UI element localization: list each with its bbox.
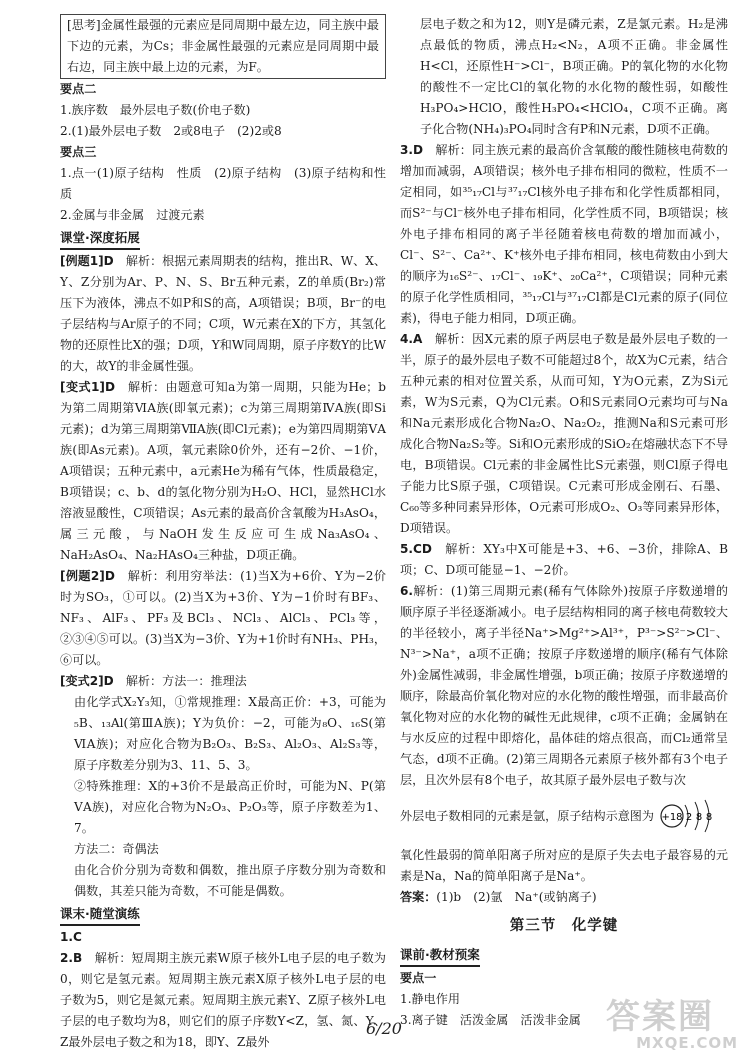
question-six-label: 6. <box>400 584 414 598</box>
question-five-text: 解析：XY₃中X可能是+3、+6、−3价，排除A、B项；C、D项可能显−1、−2价。 <box>400 542 728 577</box>
point-two-item: 2.(1)最外层电子数 2或8电子 (2)2或8 <box>60 124 282 138</box>
point-three-heading: 要点三 <box>60 145 97 159</box>
watermark-bottom: MXQE.COM <box>636 1034 738 1052</box>
question-three-text: 解析：同主族元素的最高价含氧酸的酸性随核电荷数的增加而减弱，A项错误；核外电子排布相同的微粒，性质不一定相同，如³⁵₁₇Cl与³⁷₁₇Cl核外电子排布和化学性质都相同，而S²⁻与Cl⁻核外电子排布相同，化学性质不同，B项错误；核外电子排布相同的离子半径随着核电荷数的增加而减小，Cl⁻、S²⁻、Ca²⁺、K⁺核外电子排布相同，核电荷数由小到大的顺序为₁₆S²⁻、₁₇Cl⁻、₁₉K⁺、₂₀Ca²⁺，C项错误；同种元素的原子化学性质相同，³⁵₁₇Cl与³⁷₁₇Cl都是Cl元素的原子(同位素)，得电子能力相同，D项正确。 <box>400 143 728 325</box>
question-two-label: 2.B <box>60 951 83 965</box>
variant-one-text: 解析：由题意可知a为第一周期，只能为He；b为第二周期第ⅥA族(即氧元素)；c为第三周期第ⅣA族(即Si元素)；d为第三周期第ⅦA族(即Cl元素)；e为第四周期第ⅤA族(即As元素)。A项，氧元素除0价外，还有−2价、−1价，A项错误；五种元素中，a元素He为稀有气体，性质最稳定，B项错误；c、b、d的氢化物分别为H₂O、HCl，显然HCl水溶液显酸性，C项错误；As元素的最高价含氧酸为H₃AsO₄，属三元酸，与NaOH发生反应可生成Na₃AsO₄、NaH₂AsO₄、Na₂HAsO₄三种盐，D项正确。 <box>60 380 386 562</box>
variant-one-label: [变式1]D <box>60 380 115 394</box>
question-six-after: 氧化性最弱的简单阳离子所对应的是原子失去电子最容易的元素是Na，Na的简单阳离子是Na⁺。 <box>400 848 728 883</box>
variant-two <box>60 671 386 692</box>
point-two-heading: 要点二 <box>60 82 97 96</box>
watermark-logo <box>606 997 744 1054</box>
answer-label: 答案： <box>400 890 437 904</box>
atom-shell-electrons: 2 <box>685 812 693 823</box>
question-four <box>400 329 728 539</box>
left-column <box>60 14 386 1053</box>
question-two-text: 解析：短周期主族元素W原子核外L电子层的电子数为0，则它是氢元素。短周期主族元素X原子核外L电子层的电子数为5，则它是氮元素。短周期主族元素Y、Z原子核外L电子层的电子数均为8，则它们的原子序数Y<Z，氢、氮、Y、Z最外层电子数之和为18，即Y、Z最外 <box>60 951 386 1049</box>
answer-line <box>400 887 728 908</box>
question-four-label: 4.A <box>400 332 423 346</box>
variant-two-label: [变式2]D <box>60 674 114 688</box>
atom-structure-line <box>400 797 728 835</box>
think-box: [思考]金属性最强的元素应是同周期中最左边，同主族中最下边的元素，为Cs；非金属性最强的元素应是同周期中最右边，同主族中最上边的元素，为F。 <box>60 14 386 79</box>
atom-nucleus-charge: +18 <box>661 812 683 823</box>
key-point-one-item: 1.静电作用 <box>400 992 460 1006</box>
question-five <box>400 539 728 581</box>
variant-two-line: 解析：方法一：推理法 <box>125 674 247 688</box>
example-one <box>60 251 386 377</box>
question-five-label: 5.CD <box>400 542 432 556</box>
variant-one <box>60 377 386 566</box>
question-six-text: 解析：(1)第三周期元素(稀有气体除外)按原子序数递增的顺序原子半径逐渐减小。电子层结构相同的离子核电荷数较大的半径较小，离子半径Na⁺>Mg²⁺>Al³⁺，P³⁻>S²⁻>Cl⁻、N³⁻>Na⁺，a项不正确；按原子序数递增的顺序(稀有气体除外)金属性减弱，非金属性增强，b项正确；按原子序数递增的顺序，除最高价氧化物对应的水化物的酸性增强，而非最高价氧化物对应的水化物的碱性无此规律，c项不正确；金属钠在与水反应的过程中即熔化，晶体硅的熔点很高，而Cl₂通常呈气态，d项不正确。(2)第三周期各元素原子核外都有3个电子层，且次外层有8个电子，故其原子最外层电子数与次 <box>400 584 728 787</box>
key-point-one-heading: 要点一 <box>400 971 437 985</box>
example-one-label: [例题1]D <box>60 254 114 268</box>
variant-two-line: 由化学式X₂Y₃知，①常规推理：X最高正价：+3，可能为₅B、₁₃Al(第ⅢA族)；Y为负价：−2，可能为₈O、₁₆S(第ⅥA族)；对应化合物为B₂O₃、B₂S₃、Al₂O₃、Al₂S₃等，原子序数差分别为3、11、5、3。 <box>74 695 386 772</box>
question-two <box>60 948 386 1053</box>
answer-text: (1)b (2)氩 Na⁺(或钠离子) <box>436 890 597 904</box>
example-two-text: 解析：利用穷举法：(1)当X为+6价、Y为−2价时为SO₃，①可以。(2)当X为+3价、Y为−1价时有BF₃、NF₃、AlF₃、PF₃及BCl₃、NCl₃、AlCl₃、PCl₃等，②③④⑤可以。(3)当X为−3价、Y为+1价时有NH₃、PH₃，⑥可以。 <box>60 569 386 667</box>
question-three <box>400 140 728 329</box>
question-two-continued: 层电子数之和为12，则Y是磷元素，Z是氯元素。H₂是沸点最低的物质，沸点H₂<N₂，A项不正确。非金属性H<Cl，还原性H⁻>Cl⁻，B项正确。P的氧化物的水化物的酸性不一定比Cl的氧化物的水化物的酸性弱，如酸性H₃PO₄>HClO，酸性H₃PO₄<HClO₄，C项不正确。离子化合物(NH₄)₃PO₄同时含有P和N元素，D项不正确。 <box>420 17 728 136</box>
section-title: 第三节 化学键 <box>509 918 619 934</box>
point-three-item: 2.金属与非金属 过渡元素 <box>60 208 205 222</box>
watermark-top: 答案圈 <box>606 997 714 1037</box>
key-point-one-item: 3.离子键 活泼金属 活泼非金属 <box>400 1013 581 1027</box>
variant-two-line: 方法二：奇偶法 <box>74 842 159 856</box>
argon-atom-diagram <box>658 797 720 835</box>
atom-shell-electrons: 8 <box>705 812 713 823</box>
question-one: 1.C <box>60 930 82 944</box>
section-banner-practice: 课末·随堂演练 <box>60 903 140 926</box>
point-three-item: 1.点一(1)原子结构 性质 (2)原子结构 (3)原子结构和性质 <box>60 166 386 201</box>
point-two-item: 1.族序数 最外层电子数(价电子数) <box>60 103 251 117</box>
variant-two-line: 由化合价分别为奇数和偶数，推出原子序数分别为奇数和偶数，其差只能为奇数，不可能是偶数。 <box>74 863 386 898</box>
question-three-label: 3.D <box>400 143 424 157</box>
atom-shell-electrons: 8 <box>695 812 703 823</box>
variant-two-line: ②特殊推理：X的+3价不是最高正价时，可能为N、P(第ⅤA族)，对应化合物为N₂O₃、P₂O₃等，原子序数差为1、7。 <box>74 779 386 835</box>
example-two <box>60 566 386 671</box>
section-banner-preview: 课前·教材预案 <box>400 944 480 967</box>
right-column <box>400 14 728 1031</box>
section-banner-classroom: 课堂·深度拓展 <box>60 227 140 250</box>
question-six <box>400 581 728 791</box>
page-number: 6/20 <box>366 1019 402 1038</box>
question-four-text: 解析：因X元素的原子两层电子数是最外层电子数的一半，原子的最外层电子数不可能超过8个，故X为C元素，结合五种元素的相对位置关系，从而可知，Y为O元素，Z为Si元素，W为S元素，Q为Cl元素。O和S元素同O元素均可与Na和Na元素形成化合物Na₂O、Na₂O₂，推测Na和S元素可形成化合物Na₂S₂等。Si和O元素形成的SiO₂在熔融状态下不导电，B项错误。Cl元素的非金属性比S元素强，则Cl原子得电子能力比S原子强，C项错误。C元素可形成金刚石、石墨、C₆₀等多种同素异形体，O元素可形成O₂、O₃等同素异形体，D项错误。 <box>400 332 728 535</box>
example-one-text: 解析：根据元素周期表的结构，推出R、W、X、Y、Z分别为Ar、P、N、S、Br五种元素，Z的单质(Br₂)常压下为液体，沸点不如P和S的高，A项错误；B项，Br⁻的电子层结构与Ar原子的不同；C项，W元素在X的下方，其氢化物的还原性比X的强；D项，Y和W同周期，原子序数Y的比W的大，故Y的非金属性强。 <box>60 254 386 373</box>
example-two-label: [例题2]D <box>60 569 115 583</box>
atom-structure-text: 外层电子数相同的元素是氩，原子结构示意图为 <box>400 808 654 823</box>
